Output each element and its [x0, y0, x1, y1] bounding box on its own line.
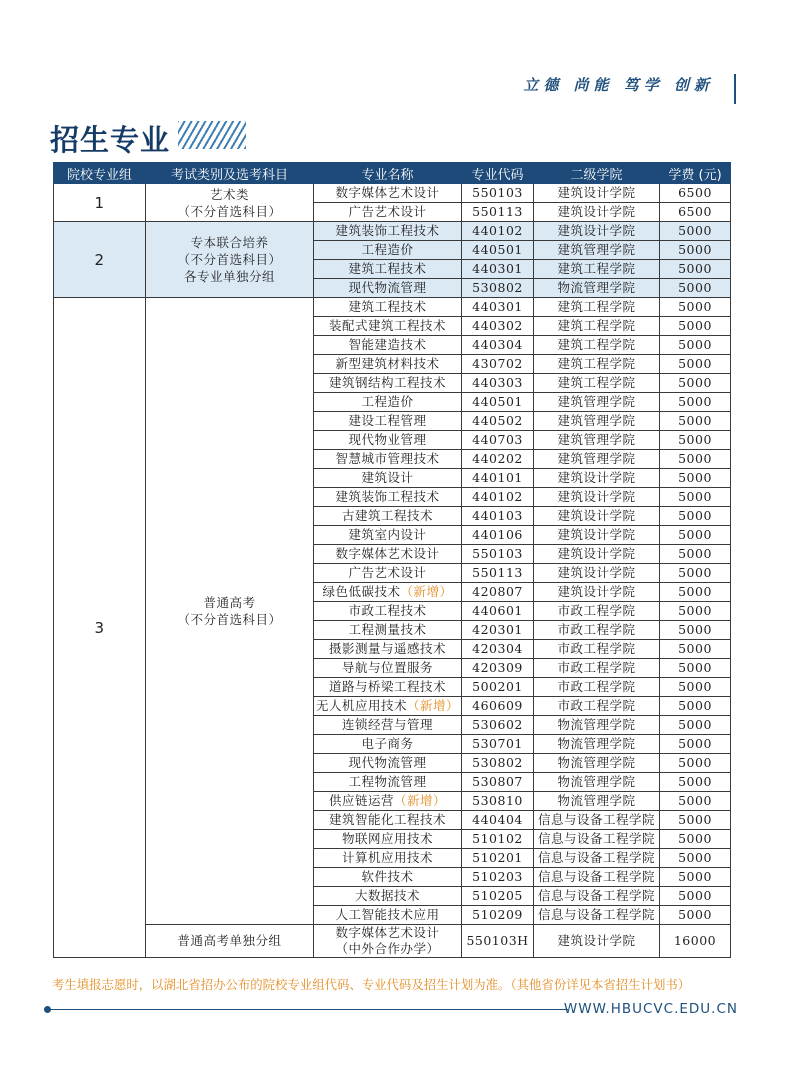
major-name-text: 古建筑工程技术: [341, 508, 433, 523]
major-name: 建筑工程技术: [314, 260, 462, 279]
col-header-college: 二级学院: [534, 163, 660, 184]
college-name: 市政工程学院: [534, 678, 660, 697]
major-name-text: 导航与位置服务: [341, 660, 433, 675]
tuition-fee: 5000: [660, 640, 731, 659]
college-name: 建筑工程学院: [534, 336, 660, 355]
major-code: 530802: [462, 754, 534, 773]
major-name: [314, 754, 462, 773]
major-name: 数字媒体艺术设计: [314, 184, 462, 203]
tuition-fee: 5000: [660, 469, 731, 488]
tuition-fee: 5000: [660, 621, 731, 640]
tuition-fee: 5000: [660, 431, 731, 450]
table-row: [54, 184, 731, 203]
category-line: 各专业单独分组: [183, 269, 275, 284]
major-code: 530701: [462, 735, 534, 754]
major-code: 440303: [462, 374, 534, 393]
major-name-text: 道路与桥梁工程技术: [328, 679, 446, 694]
major-name: [314, 317, 462, 336]
major-name: [314, 374, 462, 393]
motto-divider: [734, 74, 736, 104]
major-code: 550103: [462, 545, 534, 564]
major-name: [314, 564, 462, 583]
major-name-text: 物联网应用技术: [341, 831, 433, 846]
major-name-text: 新型建筑材料技术: [335, 356, 440, 371]
college-name: 建筑设计学院: [534, 488, 660, 507]
tuition-fee: 5000: [660, 241, 731, 260]
major-code: 440103: [462, 507, 534, 526]
college-name: 建筑设计学院: [534, 545, 660, 564]
major-name: [314, 868, 462, 887]
website-url: WWW.HBUCVC.EDU.CN: [563, 1001, 738, 1017]
major-code: 500201: [462, 678, 534, 697]
college-name: 信息与设备工程学院: [534, 849, 660, 868]
college-name: 建筑设计学院: [534, 564, 660, 583]
major-code: 550113: [462, 203, 534, 222]
major-code: 510209: [462, 906, 534, 925]
college-name: 市政工程学院: [534, 621, 660, 640]
major-name-text: 智慧城市管理技术: [335, 451, 440, 466]
major-name-text: 连锁经营与管理: [341, 717, 433, 732]
major-name: 建筑装饰工程技术: [314, 222, 462, 241]
major-code: 530807: [462, 773, 534, 792]
tuition-fee: 5000: [660, 260, 731, 279]
major-name-text: 建筑智能化工程技术: [328, 812, 446, 827]
major-name: [314, 811, 462, 830]
major-name-text: 数字媒体艺术设计: [335, 546, 440, 561]
col-header-fee: 学费 (元): [660, 163, 731, 184]
major-name-text: 建设工程管理: [348, 413, 427, 428]
college-name: 建筑设计学院: [534, 203, 660, 222]
college-name: 建筑管理学院: [534, 450, 660, 469]
major-code: 440302: [462, 317, 534, 336]
college-name: 市政工程学院: [534, 659, 660, 678]
new-major-tag: （新增）: [400, 584, 453, 599]
tuition-fee: 5000: [660, 374, 731, 393]
major-name-text: 现代物流管理: [348, 755, 427, 770]
tuition-fee: 16000: [660, 925, 731, 958]
major-name: [314, 526, 462, 545]
major-name: [314, 830, 462, 849]
table-row: [54, 925, 731, 958]
major-name: [314, 678, 462, 697]
major-name-text: 计算机应用技术: [341, 850, 433, 865]
table-row: [54, 298, 731, 317]
major-name: [314, 659, 462, 678]
school-motto: 立德 尚能 笃学 创新: [523, 76, 714, 94]
major-name-text: 电子商务: [361, 736, 414, 751]
major-name: [314, 602, 462, 621]
category-line: （不分首选科目）: [177, 252, 282, 267]
category-line: （不分首选科目）: [177, 612, 282, 627]
major-name-text: 无人机应用技术: [315, 698, 407, 713]
col-header-group: 院校专业组: [54, 163, 146, 184]
major-name-text: 摄影测量与遥感技术: [328, 641, 446, 656]
major-name: [314, 393, 462, 412]
college-name: 信息与设备工程学院: [534, 868, 660, 887]
major-name: 现代物流管理: [314, 279, 462, 298]
tuition-fee: 5000: [660, 868, 731, 887]
major-name-text: 绿色低碳技术: [322, 584, 401, 599]
major-code: 440502: [462, 412, 534, 431]
college-name: 物流管理学院: [534, 773, 660, 792]
major-code: 530810: [462, 792, 534, 811]
category-line: 普通高考: [203, 595, 256, 610]
major-code: 440304: [462, 336, 534, 355]
major-name: [314, 336, 462, 355]
major-name-text: 工程物流管理: [348, 774, 427, 789]
major-name-text: 工程造价: [361, 394, 414, 409]
college-name: 建筑工程学院: [534, 260, 660, 279]
major-code: 440102: [462, 488, 534, 507]
major-name-text: 装配式建筑工程技术: [328, 318, 446, 333]
college-name: 建筑设计学院: [534, 526, 660, 545]
major-code: 440301: [462, 298, 534, 317]
tuition-fee: 5000: [660, 754, 731, 773]
new-major-tag: （新增）: [394, 793, 447, 808]
major-name: [314, 355, 462, 374]
tuition-fee: 6500: [660, 184, 731, 203]
major-name: [314, 792, 462, 811]
college-name: 建筑工程学院: [534, 355, 660, 374]
major-code: 440501: [462, 393, 534, 412]
major-name: [314, 773, 462, 792]
major-name-text: 供应链运营: [328, 793, 394, 808]
exam-category: 普通高考单独分组: [146, 925, 314, 958]
col-header-code: 专业代码: [462, 163, 534, 184]
tuition-fee: 5000: [660, 526, 731, 545]
tuition-fee: 5000: [660, 830, 731, 849]
major-name-text: 建筑设计: [361, 470, 414, 485]
tuition-fee: 5000: [660, 222, 731, 241]
title-hatch-decoration: [178, 121, 246, 149]
major-code: 530602: [462, 716, 534, 735]
college-name: 建筑工程学院: [534, 298, 660, 317]
major-name: [314, 735, 462, 754]
tuition-fee: 5000: [660, 393, 731, 412]
major-name-line: 数字媒体艺术设计: [335, 925, 440, 940]
category-line: 艺术类: [209, 186, 249, 202]
college-name: 信息与设备工程学院: [534, 811, 660, 830]
major-name-text: 广告艺术设计: [348, 565, 427, 580]
major-name: [314, 507, 462, 526]
major-code: 440404: [462, 811, 534, 830]
college-name: 物流管理学院: [534, 754, 660, 773]
major-code: 440601: [462, 602, 534, 621]
tuition-fee: 5000: [660, 773, 731, 792]
college-name: 建筑设计学院: [534, 925, 660, 958]
major-name: [314, 298, 462, 317]
tuition-fee: 6500: [660, 203, 731, 222]
col-header-major: 专业名称: [314, 163, 462, 184]
major-code: 440301: [462, 260, 534, 279]
college-name: 信息与设备工程学院: [534, 887, 660, 906]
tuition-fee: 5000: [660, 716, 731, 735]
group-number: 3: [54, 298, 146, 958]
college-name: 市政工程学院: [534, 640, 660, 659]
major-name: [314, 450, 462, 469]
tuition-fee: 5000: [660, 792, 731, 811]
major-code: 420304: [462, 640, 534, 659]
major-name-text: 建筑室内设计: [348, 527, 427, 542]
major-code: 510102: [462, 830, 534, 849]
college-name: 物流管理学院: [534, 716, 660, 735]
major-name: 工程造价: [314, 241, 462, 260]
major-name: [314, 412, 462, 431]
table-header-row: [54, 163, 731, 184]
major-name-text: 建筑装饰工程技术: [335, 489, 440, 504]
college-name: 建筑设计学院: [534, 222, 660, 241]
col-header-category: 考试类别及选考科目: [146, 163, 314, 184]
college-name: 建筑管理学院: [534, 393, 660, 412]
college-name: 物流管理学院: [534, 735, 660, 754]
tuition-fee: 5000: [660, 545, 731, 564]
major-code: 460609: [462, 697, 534, 716]
tuition-fee: 5000: [660, 659, 731, 678]
new-major-tag: （新增）: [407, 698, 460, 713]
major-name-line: （中外合作办学）: [335, 941, 440, 956]
major-name: [314, 640, 462, 659]
tuition-fee: 5000: [660, 602, 731, 621]
major-code: 530802: [462, 279, 534, 298]
major-code: 420807: [462, 583, 534, 602]
major-code: 510205: [462, 887, 534, 906]
major-name-text: 智能建造技术: [348, 337, 427, 352]
tuition-fee: 5000: [660, 906, 731, 925]
college-name: 建筑设计学院: [534, 583, 660, 602]
college-name: 建筑工程学院: [534, 374, 660, 393]
college-name: 建筑工程学院: [534, 317, 660, 336]
major-code: 440106: [462, 526, 534, 545]
college-name: 建筑管理学院: [534, 241, 660, 260]
college-name: 建筑设计学院: [534, 507, 660, 526]
major-name: [314, 849, 462, 868]
major-code: 550103: [462, 184, 534, 203]
major-code: 420301: [462, 621, 534, 640]
college-name: 建筑设计学院: [534, 184, 660, 203]
major-name: [314, 431, 462, 450]
major-name-text: 现代物业管理: [348, 432, 427, 447]
college-name: 信息与设备工程学院: [534, 830, 660, 849]
major-name: [314, 925, 462, 958]
tuition-fee: 5000: [660, 811, 731, 830]
major-name-text: 建筑钢结构工程技术: [328, 375, 446, 390]
major-name: [314, 697, 462, 716]
tuition-fee: 5000: [660, 849, 731, 868]
major-name-text: 市政工程技术: [348, 603, 427, 618]
tuition-fee: 5000: [660, 678, 731, 697]
tuition-fee: 5000: [660, 583, 731, 602]
major-code: 550103H: [462, 925, 534, 958]
major-name: [314, 469, 462, 488]
majors-table: [53, 162, 731, 958]
major-code: 430702: [462, 355, 534, 374]
college-name: 建筑管理学院: [534, 412, 660, 431]
major-name: 广告艺术设计: [314, 203, 462, 222]
tuition-fee: 5000: [660, 507, 731, 526]
major-name: [314, 906, 462, 925]
major-name: [314, 545, 462, 564]
major-name: [314, 887, 462, 906]
category-line: 专本联合培养: [190, 235, 269, 250]
tuition-fee: 5000: [660, 564, 731, 583]
tuition-fee: 5000: [660, 412, 731, 431]
table-row: [54, 222, 731, 241]
major-code: 510201: [462, 849, 534, 868]
major-name: [314, 621, 462, 640]
major-code: 440703: [462, 431, 534, 450]
footer-divider: [48, 1009, 568, 1010]
college-name: 市政工程学院: [534, 602, 660, 621]
tuition-fee: 5000: [660, 697, 731, 716]
category-line: （不分首选科目）: [177, 203, 282, 219]
tuition-fee: 5000: [660, 317, 731, 336]
major-name-text: 建筑工程技术: [348, 299, 427, 314]
major-name-text: 大数据技术: [354, 888, 420, 903]
application-note: 考生填报志愿时，以湖北省招办公布的院校专业组代码、专业代码及招生计划为准。（其他省份详见本省招生计划书）: [52, 977, 691, 992]
college-name: 信息与设备工程学院: [534, 906, 660, 925]
major-code: 420309: [462, 659, 534, 678]
exam-category: [146, 184, 314, 222]
tuition-fee: 5000: [660, 488, 731, 507]
major-name-text: 工程测量技术: [348, 622, 427, 637]
tuition-fee: 5000: [660, 298, 731, 317]
college-name: 物流管理学院: [534, 279, 660, 298]
major-name: [314, 583, 462, 602]
tuition-fee: 5000: [660, 279, 731, 298]
tuition-fee: 5000: [660, 735, 731, 754]
college-name: 市政工程学院: [534, 697, 660, 716]
major-code: 510203: [462, 868, 534, 887]
major-code: 440101: [462, 469, 534, 488]
major-name-text: 软件技术: [361, 869, 414, 884]
tuition-fee: 5000: [660, 355, 731, 374]
college-name: 建筑管理学院: [534, 431, 660, 450]
major-code: 440501: [462, 241, 534, 260]
major-code: 440102: [462, 222, 534, 241]
major-name-text: 人工智能技术应用: [335, 907, 440, 922]
page-title: 招生专业: [50, 123, 171, 157]
major-name: [314, 488, 462, 507]
major-code: 440202: [462, 450, 534, 469]
college-name: 建筑设计学院: [534, 469, 660, 488]
major-name: [314, 716, 462, 735]
college-name: 物流管理学院: [534, 792, 660, 811]
tuition-fee: 5000: [660, 450, 731, 469]
group-number: 2: [54, 222, 146, 298]
tuition-fee: 5000: [660, 887, 731, 906]
exam-category: [146, 222, 314, 298]
tuition-fee: 5000: [660, 336, 731, 355]
exam-category: [146, 298, 314, 925]
group-number: 1: [54, 184, 146, 222]
major-code: 550113: [462, 564, 534, 583]
